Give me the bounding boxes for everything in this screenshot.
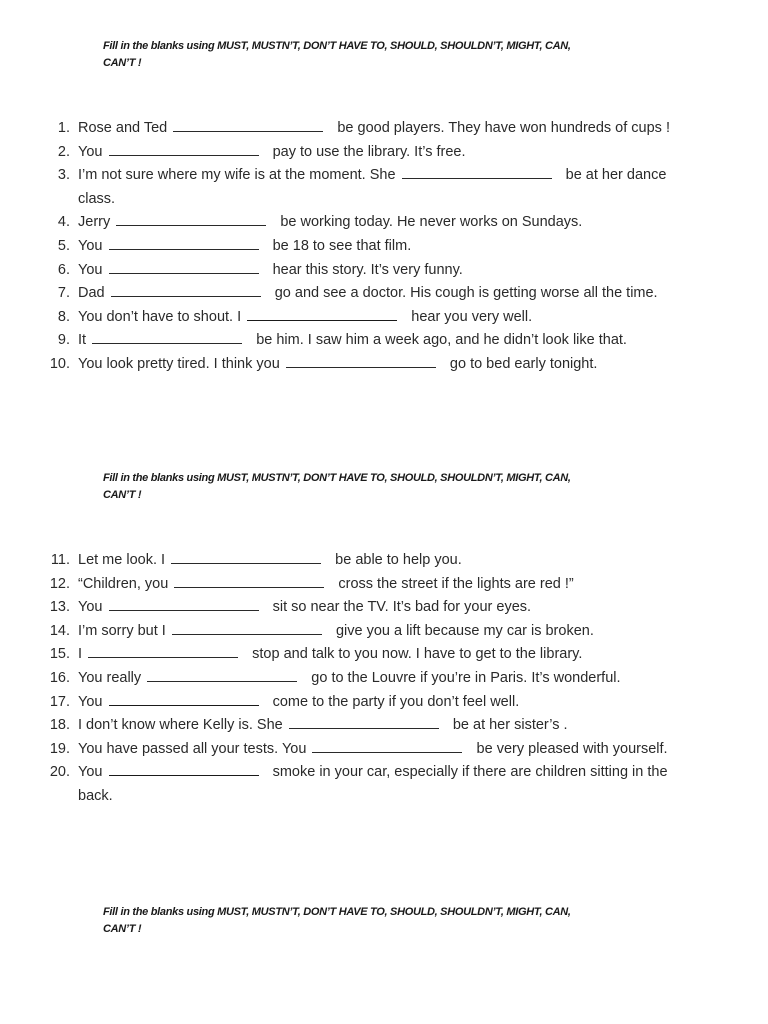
item-number: 10. [49,355,70,372]
instructions-line-1: Fill in the blanks using MUST, MUSTN’T, DON’T HAVE TO, SHOULD, SHOULDN’T, MIGHT, CAN, [103,472,571,484]
instructions-line-1: Fill in the blanks using MUST, MUSTN’T, DON’T HAVE TO, SHOULD, SHOULDN’T, MIGHT, CAN, [103,906,571,918]
answer-blank[interactable] [88,644,238,658]
sentence-start: It [78,332,87,349]
exercise-item [40,738,740,762]
answer-blank[interactable] [147,668,297,682]
answer-blank[interactable] [109,236,259,250]
sentence-end: sit so near the TV. It’s bad for your eyes. [272,599,532,616]
item-number: 15. [49,646,70,663]
exercise-item [40,596,740,620]
item-number: 12. [49,575,70,592]
answer-blank[interactable] [109,762,259,776]
exercise-item [40,329,740,353]
exercise-item [40,620,740,644]
exercise-item [40,667,740,691]
item-number: 2. [57,143,70,160]
answer-blank[interactable] [116,212,266,226]
instructions-line-2: CAN’T ! [103,923,142,935]
sentence-end: be him. I saw him a week ago, and he didn’t look like that. [256,332,627,349]
item-number: 7. [57,285,70,302]
sentence-start: I’m not sure where my wife is at the moment. She [78,167,396,184]
exercise-item [40,714,740,738]
sentence-continuation: class. [78,190,116,207]
exercise-item [40,306,740,330]
exercise-item [40,282,740,306]
answer-blank[interactable] [247,307,397,321]
sentence-end: be at her dance [565,167,667,184]
item-number: 16. [49,669,70,686]
sentence-continuation: back. [78,787,113,804]
answer-blank[interactable] [174,574,324,588]
exercise-item [40,235,740,259]
sentence-start: Jerry [78,214,111,231]
sentence-start: I [78,646,83,663]
sentence-end: go to bed early tonight. [449,355,598,372]
sentence-start: “Children, you [78,575,169,592]
sentence-start: You [78,764,103,781]
item-number: 13. [49,599,70,616]
sentence-start: I don’t know where Kelly is. She [78,717,283,734]
sentence-start: You [78,237,103,254]
sentence-end: be very pleased with yourself. [476,740,668,757]
sentence-end: come to the party if you don’t feel well. [272,693,520,710]
answer-blank[interactable] [289,715,439,729]
instructions-line-2: CAN’T ! [103,57,142,69]
item-number: 8. [57,308,70,325]
answer-blank[interactable] [109,597,259,611]
exercise-item [40,259,740,283]
sentence-start: You don’t have to shout. I [78,308,242,325]
sentence-end: stop and talk to you now. I have to get to the library. [252,646,583,663]
sentence-start: Dad [78,285,105,302]
sentence-start: You [78,143,103,160]
sentence-start: You [78,693,103,710]
exercise-item [40,141,740,165]
answer-blank[interactable] [286,354,436,368]
item-number: 20. [49,764,70,781]
sentence-start: Rose and Ted [78,120,168,136]
answer-blank[interactable] [109,142,259,156]
item-number: 14. [49,622,70,639]
exercise-item [40,643,740,667]
sentence-end: be at her sister’s . [452,717,568,734]
exercise-item [40,117,740,141]
answer-blank[interactable] [109,692,259,706]
sentence-end: give you a lift because my car is broken. [335,622,594,639]
sentence-start: You have passed all your tests. You [78,740,307,757]
answer-blank[interactable] [172,621,322,635]
instructions-line-1: Fill in the blanks using MUST, MUSTN’T, DON’T HAVE TO, SHOULD, SHOULDN’T, MIGHT, CAN, [103,40,571,52]
item-number: 5. [57,237,70,254]
instructions-heading-2 [103,470,663,504]
sentence-start: You [78,599,103,616]
sentence-end: smoke in your car, especially if there are children sitting in the [272,764,668,781]
exercise-item [40,573,740,597]
item-number: 6. [57,261,70,278]
item-number: 17. [49,693,70,710]
answer-blank[interactable] [173,118,323,132]
answer-blank[interactable] [312,739,462,753]
exercise-item [40,211,740,235]
exercise-list-2 [40,549,740,809]
item-number: 3. [57,167,70,184]
sentence-start: Let me look. I [78,552,166,568]
sentence-end: be working today. He never works on Sundays. [280,214,583,231]
instructions-line-2: CAN’T ! [103,489,142,501]
answer-blank[interactable] [92,330,242,344]
answer-blank[interactable] [402,165,552,179]
sentence-start: You look pretty tired. I think you [78,355,280,372]
instructions-heading-1 [103,38,663,72]
sentence-end: go and see a doctor. His cough is getting worse all the time. [274,285,658,302]
sentence-start: You [78,261,103,278]
sentence-start: I’m sorry but I [78,622,166,639]
item-number: 1. [57,120,70,136]
exercise-item [40,353,740,377]
answer-blank[interactable] [109,260,259,274]
sentence-end: hear this story. It’s very funny. [272,261,463,278]
item-number: 9. [57,332,70,349]
sentence-end: pay to use the library. It’s free. [272,143,466,160]
sentence-end: cross the street if the lights are red !” [338,575,574,592]
item-number: 11. [50,552,70,568]
sentence-end: hear you very well. [411,308,533,325]
item-number: 4. [57,214,70,231]
exercise-list-1 [40,117,740,377]
item-number: 18. [49,717,70,734]
sentence-end: go to the Louvre if you’re in Paris. It’s wonderful. [311,669,621,686]
sentence-start: You really [78,669,142,686]
sentence-end: be good players. They have won hundreds of cups ! [337,120,670,136]
instructions-heading-3 [103,904,663,938]
exercise-item [40,691,740,715]
exercise-item [40,761,740,808]
answer-blank[interactable] [171,550,321,564]
sentence-end: be able to help you. [335,552,462,568]
exercise-item [40,549,740,573]
item-number: 19. [49,740,70,757]
exercise-item [40,164,740,211]
answer-blank[interactable] [111,283,261,297]
sentence-end: be 18 to see that film. [272,237,412,254]
